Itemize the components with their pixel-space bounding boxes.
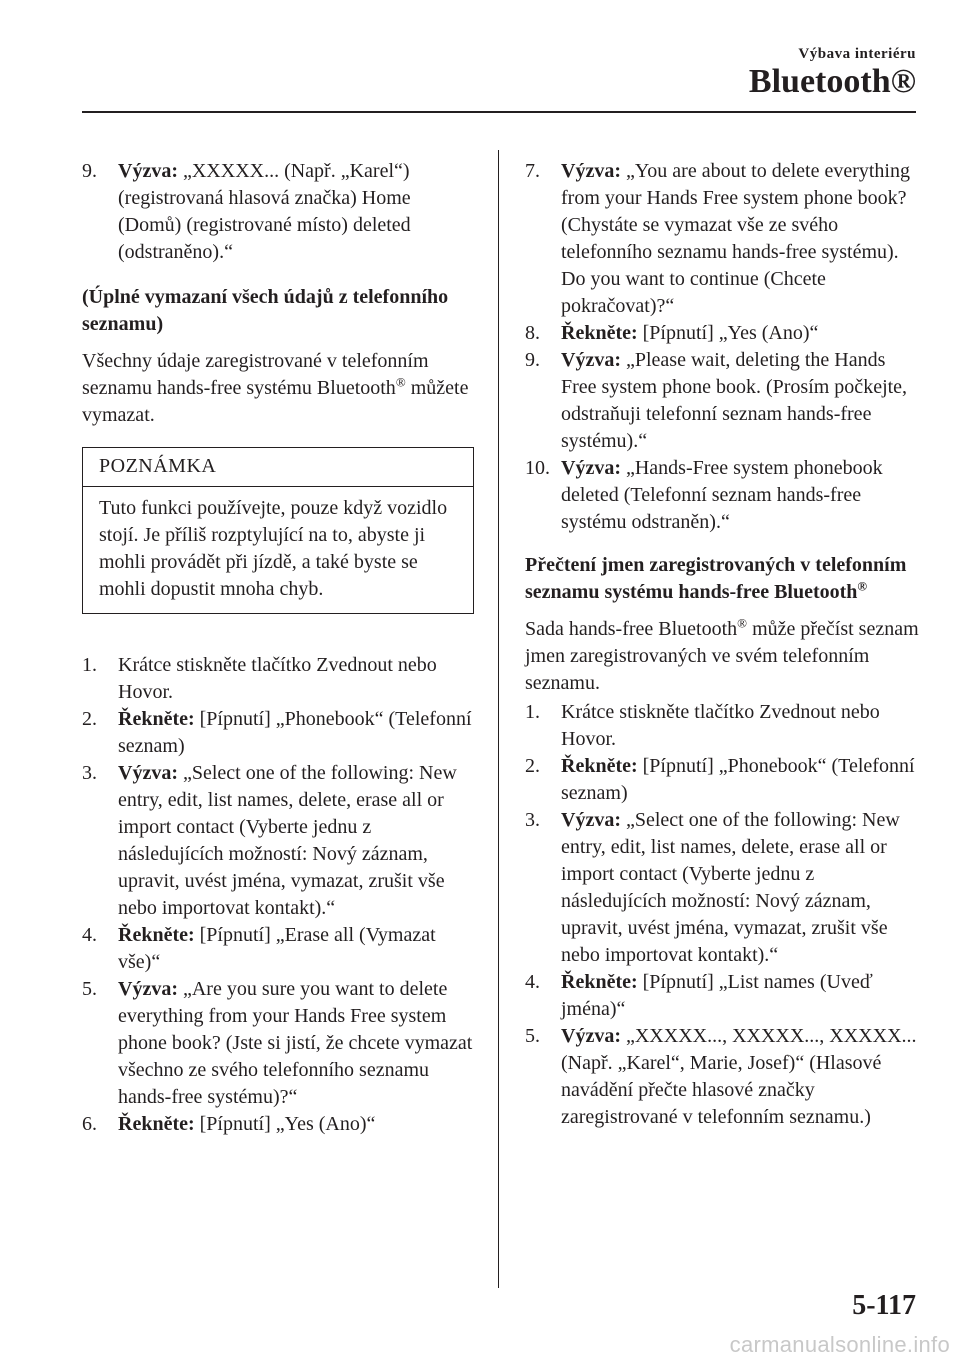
paragraph-text: může přečíst seznam jmen zaregistrovaných ve svém telefonním seznamu. — [525, 618, 919, 694]
step-text: „Please wait, deleting the Hands Free system phone book. (Prosím počkejte, odstraňuji telefonní seznam hands-free systému).“ — [561, 349, 908, 452]
step-label: Výzva: — [561, 457, 621, 479]
step-text: [Pípnutí] „Yes (Ano)“ — [637, 322, 819, 344]
step-item — [82, 1111, 474, 1138]
item-label: Výzva: — [118, 160, 178, 182]
header-title: Bluetooth® — [748, 63, 916, 100]
page-number: 5-117 — [852, 1290, 916, 1321]
step-item — [82, 922, 474, 976]
step-number: 4. — [82, 924, 97, 946]
step-label: Řekněte: — [561, 755, 638, 777]
column-divider — [498, 150, 499, 1288]
item-text: „XXXXX... (Např. „Karel“) (registrovaná hlasová značka) Home (Domů) (registrované místo) deleted (odstraněno).“ — [118, 160, 411, 263]
section-heading-read-names — [525, 552, 920, 606]
step-number: 4. — [525, 971, 540, 993]
paragraph-text: Všechny údaje zaregistrované v telefonním seznamu hands-free systému Bluetooth — [82, 350, 429, 399]
step-number: 2. — [525, 755, 540, 777]
step-item — [82, 706, 474, 760]
note-text: Tuto funkci používejte, pouze když vozidlo stojí. Je příliš rozptylující na to, abyste ji mohli provádět při jízdě, a také byste se mohli dopustit mnoha chyb. — [99, 497, 448, 600]
step-text: „Hands-Free system phonebook deleted (Telefonní seznam hands-free systému odstraněn).“ — [561, 457, 883, 533]
step-item — [525, 1023, 920, 1131]
step-label: Řekněte: — [118, 708, 195, 730]
step-number: 3. — [525, 809, 540, 831]
step-label: Výzva: — [118, 762, 178, 784]
left-steps-list — [82, 652, 474, 1138]
step-text: [Pípnutí] „List names (Uveď jména)“ — [561, 971, 873, 1020]
step-text: [Pípnutí] „Phonebook“ (Telefonní seznam) — [118, 708, 472, 757]
step-number: 1. — [82, 654, 97, 676]
step-item — [525, 320, 920, 347]
left-item-9 — [82, 158, 474, 266]
left-column — [82, 158, 474, 1138]
step-number: 8. — [525, 322, 540, 344]
step-label: Řekněte: — [118, 924, 195, 946]
step-text: „Select one of the following: New entry, edit, list names, delete, erase all or import contact (Vyberte jednu z následujících možností: Nový záznam, upravit, uvést jména, vymazat, zrušit vše nebo importovat kontakt).“ — [561, 809, 900, 966]
step-item — [525, 158, 920, 320]
step-label: Řekněte: — [561, 971, 638, 993]
section-heading-erase-all: (Úplné vymazaní všech údajů z telefonního seznamu) — [82, 286, 449, 335]
step-text: [Pípnutí] „Yes (Ano)“ — [194, 1113, 376, 1135]
step-text: „XXXXX..., XXXXX..., XXXXX... (Např. „Karel“, Marie, Josef)“ (Hlasové navádění přečte hlasové značky zaregistrované v telefonním seznamu.) — [561, 1025, 917, 1128]
step-text: Krátce stiskněte tlačítko Zvednout nebo Hovor. — [118, 654, 437, 703]
step-text: Krátce stiskněte tlačítko Zvednout nebo Hovor. — [561, 701, 880, 750]
header-rule — [82, 111, 916, 113]
note-box — [82, 447, 474, 614]
step-label: Výzva: — [118, 978, 178, 1000]
step-label: Výzva: — [561, 1025, 621, 1047]
watermark: carmanualsonline.info — [729, 1332, 950, 1357]
paragraph-text: Sada hands-free Bluetooth — [525, 618, 738, 640]
step-item — [82, 652, 474, 706]
step-number: 6. — [82, 1113, 97, 1135]
step-number: 5. — [82, 978, 97, 1000]
step-text: [Pípnutí] „Phonebook“ (Telefonní seznam) — [561, 755, 915, 804]
step-item — [525, 807, 920, 969]
right-steps-list-b — [525, 699, 920, 1131]
step-number: 9. — [525, 349, 540, 371]
step-number: 7. — [525, 160, 540, 182]
note-title: POZNÁMKA — [83, 448, 473, 487]
registered-mark: ® — [857, 578, 868, 594]
right-column — [525, 158, 920, 1131]
step-number: 10. — [525, 457, 550, 479]
step-item — [82, 976, 474, 1111]
step-label: Výzva: — [561, 160, 621, 182]
step-text: [Pípnutí] „Erase all (Vymazat vše)“ — [118, 924, 436, 973]
step-text: „Select one of the following: New entry, edit, list names, delete, erase all or import contact (Vyberte jednu z následujících možností: Nový záznam, upravit, uvést jména, vymazat, zrušit vše nebo importovat kontakt).“ — [118, 762, 457, 919]
header-section-label: Výbava interiéru — [798, 46, 916, 62]
step-item — [525, 455, 920, 536]
paragraph-read-names — [525, 616, 920, 697]
right-steps-list-a — [525, 158, 920, 536]
step-number: 3. — [82, 762, 97, 784]
step-item — [82, 760, 474, 922]
step-number: 5. — [525, 1025, 540, 1047]
step-item — [525, 699, 920, 753]
registered-mark: ® — [737, 615, 748, 631]
step-label: Výzva: — [561, 349, 621, 371]
step-item — [525, 969, 920, 1023]
step-item — [525, 753, 920, 807]
step-label: Výzva: — [561, 809, 621, 831]
step-label: Řekněte: — [118, 1113, 195, 1135]
paragraph-text: můžete vymazat. — [82, 377, 469, 426]
step-number: 1. — [525, 701, 540, 723]
registered-mark: ® — [395, 374, 406, 390]
step-number: 2. — [82, 708, 97, 730]
step-text: „You are about to delete everything from your Hands Free system phone book? (Chystáte se vymazat vše ze svého telefonního seznamu hands-free systému). Do you want to continue (Chcete pokračovat)?“ — [561, 160, 910, 317]
step-label: Řekněte: — [561, 322, 638, 344]
heading-text: Přečtení jmen zaregistrovaných v telefonním seznamu systému hands-free Bluetooth — [525, 554, 907, 603]
step-item — [525, 347, 920, 455]
item-number: 9. — [82, 160, 97, 182]
step-text: „Are you sure you want to delete everything from your Hands Free system phone book? (Jste si jistí, že chcete vymazat všechno ze svého telefonního seznamu hands-free systému)?“ — [118, 978, 473, 1108]
paragraph-erase-all — [82, 348, 474, 429]
